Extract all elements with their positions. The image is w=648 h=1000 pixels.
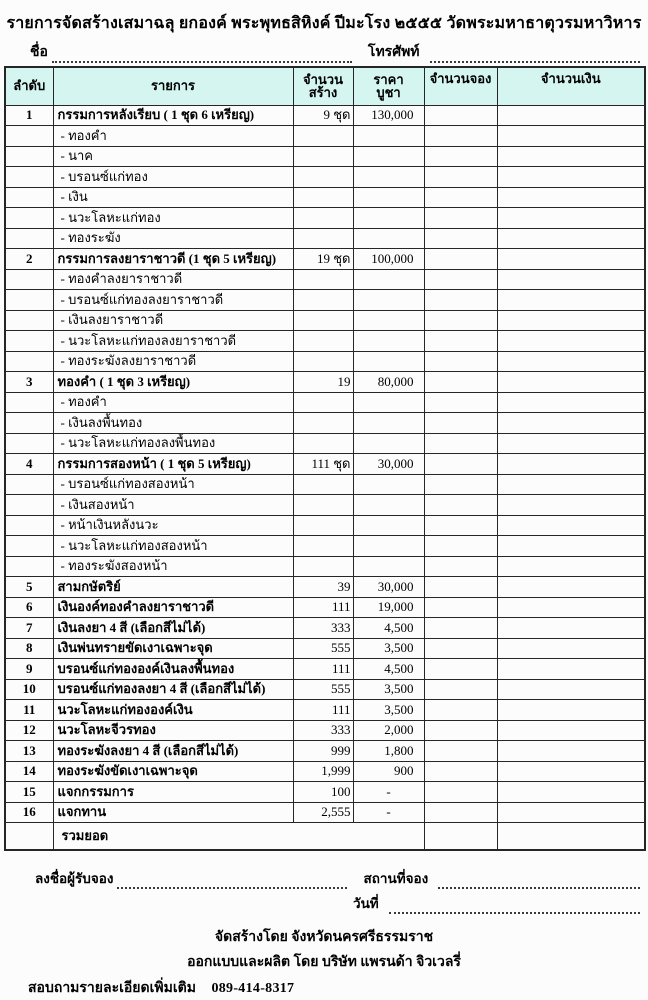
reserve-count-cell	[424, 720, 497, 741]
reserve-count-cell	[424, 700, 497, 721]
reserve-count-cell	[424, 269, 497, 290]
price-cell: 100,000	[353, 249, 424, 270]
row-number-cell	[5, 331, 53, 352]
table-row	[5, 597, 645, 618]
row-number-cell	[5, 167, 53, 188]
item-name-cell: ทองระฆังลงยา 4 สี (เลือกสีไม่ได้)	[53, 741, 293, 762]
row-number-cell: 11	[5, 700, 53, 721]
price-cell: 130,000	[353, 105, 424, 126]
header-qty-line1: จำนวน	[303, 71, 343, 87]
price-cell: -	[353, 802, 424, 823]
quantity-cell: 2,555	[293, 802, 353, 823]
item-name-cell: - ทองคำ	[53, 392, 293, 413]
quantity-cell: 100	[293, 782, 353, 803]
price-cell: 30,000	[353, 454, 424, 475]
row-number-cell: 15	[5, 782, 53, 803]
amount-cell	[497, 228, 645, 249]
reserve-count-cell	[424, 495, 497, 516]
quantity-cell	[293, 331, 353, 352]
row-number-cell	[5, 515, 53, 536]
table-row	[5, 679, 645, 700]
item-name-cell: - ทองคำ	[53, 126, 293, 147]
price-cell	[353, 167, 424, 188]
price-cell: 30,000	[353, 577, 424, 598]
table-row	[5, 372, 645, 393]
row-number-cell	[5, 126, 53, 147]
quantity-cell	[293, 126, 353, 147]
quantity-cell: 19 ชุด	[293, 249, 353, 270]
item-name-cell: - เงิน	[53, 187, 293, 208]
row-number-cell: 4	[5, 454, 53, 475]
quantity-cell: 9 ชุด	[293, 105, 353, 126]
amount-cell	[497, 495, 645, 516]
total-reserve-cell	[424, 823, 497, 850]
reserve-count-cell	[424, 802, 497, 823]
amount-cell	[497, 597, 645, 618]
table-row	[5, 515, 645, 536]
sign-line	[35, 867, 640, 889]
item-name-cell: - นวะโลหะแก่ทอง	[53, 208, 293, 229]
quantity-cell: 555	[293, 679, 353, 700]
quantity-cell: 555	[293, 638, 353, 659]
price-cell	[353, 126, 424, 147]
total-no-cell	[5, 823, 53, 850]
quantity-cell	[293, 474, 353, 495]
row-number-cell	[5, 351, 53, 372]
table-row	[5, 351, 645, 372]
item-name-cell: - บรอนซ์แก่ทองสองหน้า	[53, 474, 293, 495]
amount-cell	[497, 782, 645, 803]
row-number-cell: 8	[5, 638, 53, 659]
created-by-line: จัดสร้างโดย จังหวัดนครศรีธรรมราช	[214, 930, 434, 945]
quantity-cell	[293, 351, 353, 372]
row-number-cell: 7	[5, 618, 53, 639]
row-number-cell	[5, 392, 53, 413]
table-row	[5, 105, 645, 126]
table-row	[5, 187, 645, 208]
amount-cell	[497, 720, 645, 741]
header-price-line2: บูชา	[376, 85, 401, 101]
item-name-cell: นวะโลหะจีวรทอง	[53, 720, 293, 741]
price-cell	[353, 228, 424, 249]
quantity-cell	[293, 290, 353, 311]
order-table	[4, 66, 646, 851]
item-name-cell: เงินองค์ทองคำลงยาราชาวดี	[53, 597, 293, 618]
row-number-cell: 6	[5, 597, 53, 618]
item-name-cell: - นาค	[53, 146, 293, 167]
amount-cell	[497, 146, 645, 167]
table-row	[5, 310, 645, 331]
quantity-cell	[293, 167, 353, 188]
price-cell: 3,500	[353, 679, 424, 700]
table-row	[5, 802, 645, 823]
table-row	[5, 659, 645, 680]
table-row	[5, 761, 645, 782]
header-item: รายการ	[53, 67, 293, 105]
item-name-cell: แจกทาน	[53, 802, 293, 823]
reserve-count-cell	[424, 249, 497, 270]
reserve-count-cell	[424, 372, 497, 393]
reserve-count-cell	[424, 638, 497, 659]
reserve-count-cell	[424, 146, 497, 167]
total-label: รวมยอด	[53, 823, 424, 850]
item-name-cell: กรรมการหลังเรียบ ( 1 ชุด 6 เหรียญ)	[53, 105, 293, 126]
reserve-count-cell	[424, 167, 497, 188]
reserve-count-cell	[424, 679, 497, 700]
reserve-count-cell	[424, 618, 497, 639]
price-cell: 80,000	[353, 372, 424, 393]
reserve-count-cell	[424, 474, 497, 495]
table-row	[5, 392, 645, 413]
item-name-cell: - บรอนซ์แก่ทอง	[53, 167, 293, 188]
contact-phone: 089-414-8317	[211, 981, 295, 996]
reserve-count-cell	[424, 105, 497, 126]
amount-cell	[497, 392, 645, 413]
amount-cell	[497, 659, 645, 680]
reserve-count-cell	[424, 556, 497, 577]
quantity-cell: 111	[293, 700, 353, 721]
row-number-cell	[5, 433, 53, 454]
price-cell	[353, 515, 424, 536]
price-cell	[353, 208, 424, 229]
item-name-cell: บรอนซ์แก่ทองลงยา 4 สี (เลือกสีไม่ได้)	[53, 679, 293, 700]
row-number-cell: 2	[5, 249, 53, 270]
quantity-cell: 19	[293, 372, 353, 393]
row-number-cell	[5, 413, 53, 434]
table-row	[5, 720, 645, 741]
item-name-cell: - ทองคำลงยาราชาวดี	[53, 269, 293, 290]
amount-cell	[497, 310, 645, 331]
price-cell	[353, 413, 424, 434]
name-blank-line	[52, 46, 352, 63]
reserve-count-cell	[424, 782, 497, 803]
price-cell	[353, 351, 424, 372]
reserve-count-cell	[424, 761, 497, 782]
phone-blank-line	[430, 46, 640, 63]
table-row	[5, 413, 645, 434]
item-name-cell: เงินพ่นทรายขัดเงาเฉพาะจุด	[53, 638, 293, 659]
table-row	[5, 782, 645, 803]
amount-cell	[497, 761, 645, 782]
row-number-cell: 16	[5, 802, 53, 823]
price-cell	[353, 556, 424, 577]
reserve-count-cell	[424, 741, 497, 762]
reserve-count-cell	[424, 433, 497, 454]
row-number-cell	[5, 146, 53, 167]
row-number-cell: 12	[5, 720, 53, 741]
reserve-count-cell	[424, 577, 497, 598]
price-cell: 3,500	[353, 638, 424, 659]
price-cell	[353, 433, 424, 454]
amount-cell	[497, 331, 645, 352]
table-body	[5, 105, 645, 823]
date-line	[35, 892, 640, 914]
table-row	[5, 208, 645, 229]
row-number-cell: 1	[5, 105, 53, 126]
row-number-cell	[5, 228, 53, 249]
reserve-count-cell	[424, 515, 497, 536]
row-number-cell: 10	[5, 679, 53, 700]
item-name-cell: - หน้าเงินหลังนวะ	[53, 515, 293, 536]
quantity-cell	[293, 392, 353, 413]
amount-cell	[497, 474, 645, 495]
header-no: ลำดับ	[5, 67, 53, 105]
item-name-cell: เงินลงยา 4 สี (เลือกสีไม่ได้)	[53, 618, 293, 639]
price-cell: -	[353, 782, 424, 803]
reserve-count-cell	[424, 208, 497, 229]
table-row	[5, 146, 645, 167]
quantity-cell	[293, 228, 353, 249]
item-name-cell: กรรมการลงยาราชาวดี (1 ชุด 5 เหรียญ)	[53, 249, 293, 270]
amount-cell	[497, 556, 645, 577]
row-number-cell: 13	[5, 741, 53, 762]
reserve-count-cell	[424, 659, 497, 680]
row-number-cell	[5, 269, 53, 290]
item-name-cell: ทองระฆังขัดเงาเฉพาะจุด	[53, 761, 293, 782]
item-name-cell: - ทองระฆังสองหน้า	[53, 556, 293, 577]
item-name-cell: กรรมการสองหน้า ( 1 ชุด 5 เหรียญ)	[53, 454, 293, 475]
price-cell	[353, 495, 424, 516]
quantity-cell	[293, 413, 353, 434]
reserve-count-cell	[424, 597, 497, 618]
price-cell: 1,800	[353, 741, 424, 762]
amount-cell	[497, 536, 645, 557]
header-reserve: จำนวนจอง	[424, 67, 497, 105]
quantity-cell: 999	[293, 741, 353, 762]
amount-cell	[497, 249, 645, 270]
quantity-cell: 333	[293, 720, 353, 741]
quantity-cell	[293, 208, 353, 229]
total-amount-cell	[497, 823, 645, 850]
header-amount: จำนวนเงิน	[497, 67, 645, 105]
quantity-cell: 111	[293, 597, 353, 618]
table-row	[5, 331, 645, 352]
reserve-count-cell	[424, 187, 497, 208]
price-cell: 3,500	[353, 700, 424, 721]
row-number-cell: 9	[5, 659, 53, 680]
price-cell	[353, 310, 424, 331]
price-cell	[353, 269, 424, 290]
amount-cell	[497, 413, 645, 434]
price-cell: 4,500	[353, 659, 424, 680]
sign-blank-line	[117, 872, 347, 889]
amount-cell	[497, 372, 645, 393]
header-price	[353, 67, 424, 105]
table-row	[5, 618, 645, 639]
table-row	[5, 700, 645, 721]
quantity-cell	[293, 515, 353, 536]
row-number-cell	[5, 474, 53, 495]
quantity-cell	[293, 310, 353, 331]
table-row	[5, 167, 645, 188]
name-phone-line	[30, 41, 640, 63]
amount-cell	[497, 351, 645, 372]
place-label: สถานที่จอง	[363, 871, 429, 886]
price-cell	[353, 187, 424, 208]
row-number-cell	[5, 208, 53, 229]
amount-cell	[497, 679, 645, 700]
amount-cell	[497, 187, 645, 208]
quantity-cell	[293, 495, 353, 516]
amount-cell	[497, 802, 645, 823]
reserve-count-cell	[424, 126, 497, 147]
quantity-cell	[293, 536, 353, 557]
table-row	[5, 741, 645, 762]
price-cell	[353, 146, 424, 167]
price-cell	[353, 290, 424, 311]
price-cell: 2,000	[353, 720, 424, 741]
amount-cell	[497, 167, 645, 188]
item-name-cell: - ทองระฆังลงยาราชาวดี	[53, 351, 293, 372]
quantity-cell	[293, 187, 353, 208]
table-row	[5, 433, 645, 454]
amount-cell	[497, 208, 645, 229]
header-price-line1: ราคา	[373, 71, 404, 87]
item-name-cell: บรอนซ์แก่ทององค์เงินลงพื้นทอง	[53, 659, 293, 680]
designed-by-line: ออกแบบและผลิต โดย บริษัท แพรนด้า จิวเวลรี่	[187, 955, 461, 970]
reserve-count-cell	[424, 413, 497, 434]
amount-cell	[497, 577, 645, 598]
item-name-cell: - บรอนซ์แก่ทองลงยาราชาวดี	[53, 290, 293, 311]
quantity-cell: 111	[293, 659, 353, 680]
amount-cell	[497, 290, 645, 311]
sign-label: ลงชื่อผู้รับจอง	[35, 871, 114, 886]
table-row	[5, 454, 645, 475]
reserve-count-cell	[424, 392, 497, 413]
name-label: ชื่อ	[30, 45, 48, 60]
date-label: วันที่	[353, 896, 379, 911]
contact-label: สอบถามรายละเอียดเพิ่มเติม	[28, 981, 196, 996]
amount-cell	[497, 126, 645, 147]
item-name-cell: นวะโลหะแก่ทององค์เงิน	[53, 700, 293, 721]
row-number-cell	[5, 290, 53, 311]
reserve-count-cell	[424, 290, 497, 311]
price-cell	[353, 536, 424, 557]
price-cell	[353, 392, 424, 413]
reserve-count-cell	[424, 351, 497, 372]
item-name-cell: - เงินลงยาราชาวดี	[53, 310, 293, 331]
table-row	[5, 126, 645, 147]
item-name-cell: - นวะโลหะแก่ทองลงยาราชาวดี	[53, 331, 293, 352]
table-row	[5, 495, 645, 516]
table-row	[5, 269, 645, 290]
item-name-cell: - นวะโลหะแก่ทองสองหน้า	[53, 536, 293, 557]
table-row	[5, 556, 645, 577]
reserve-count-cell	[424, 454, 497, 475]
price-cell	[353, 474, 424, 495]
price-cell	[353, 331, 424, 352]
reserve-count-cell	[424, 331, 497, 352]
amount-cell	[497, 269, 645, 290]
reserve-count-cell	[424, 228, 497, 249]
quantity-cell	[293, 269, 353, 290]
table-row	[5, 536, 645, 557]
quantity-cell: 111 ชุด	[293, 454, 353, 475]
phone-label: โทรศัพท์	[367, 45, 420, 60]
amount-cell	[497, 105, 645, 126]
header-qty	[293, 67, 353, 105]
quantity-cell	[293, 433, 353, 454]
table-row	[5, 228, 645, 249]
row-number-cell	[5, 310, 53, 331]
place-blank-line	[438, 872, 640, 889]
price-cell: 19,000	[353, 597, 424, 618]
row-number-cell	[5, 556, 53, 577]
item-name-cell: แจกกรรมการ	[53, 782, 293, 803]
table-row	[5, 290, 645, 311]
amount-cell	[497, 454, 645, 475]
contact-line	[28, 977, 294, 999]
reserve-count-cell	[424, 310, 497, 331]
amount-cell	[497, 618, 645, 639]
item-name-cell: - นวะโลหะแก่ทองลงพื้นทอง	[53, 433, 293, 454]
quantity-cell	[293, 556, 353, 577]
quantity-cell: 1,999	[293, 761, 353, 782]
amount-cell	[497, 638, 645, 659]
quantity-cell	[293, 146, 353, 167]
reserve-count-cell	[424, 536, 497, 557]
price-cell: 900	[353, 761, 424, 782]
amount-cell	[497, 741, 645, 762]
header-qty-line2: สร้าง	[308, 85, 338, 101]
amount-cell	[497, 700, 645, 721]
table-header-row	[5, 67, 645, 105]
amount-cell	[497, 433, 645, 454]
quantity-cell: 39	[293, 577, 353, 598]
table-row	[5, 577, 645, 598]
total-row	[5, 823, 645, 850]
page-title: รายการจัดสร้างเสมาฉลุ ยกองค์ พระพุทธสิหิงค์ ปีมะโรง ๒๕๕๕ วัดพระมหาธาตุวรมหาวิหาร	[6, 15, 642, 32]
table-row	[5, 474, 645, 495]
row-number-cell	[5, 187, 53, 208]
row-number-cell: 3	[5, 372, 53, 393]
amount-cell	[497, 515, 645, 536]
row-number-cell: 5	[5, 577, 53, 598]
quantity-cell: 333	[293, 618, 353, 639]
item-name-cell: สามกษัตริย์	[53, 577, 293, 598]
row-number-cell	[5, 536, 53, 557]
row-number-cell	[5, 495, 53, 516]
table-row	[5, 249, 645, 270]
date-blank-line	[389, 897, 640, 914]
price-cell: 4,500	[353, 618, 424, 639]
item-name-cell: - เงินลงพื้นทอง	[53, 413, 293, 434]
item-name-cell: - เงินสองหน้า	[53, 495, 293, 516]
row-number-cell: 14	[5, 761, 53, 782]
item-name-cell: - ทองระฆัง	[53, 228, 293, 249]
table-row	[5, 638, 645, 659]
item-name-cell: ทองคำ ( 1 ชุด 3 เหรียญ)	[53, 372, 293, 393]
